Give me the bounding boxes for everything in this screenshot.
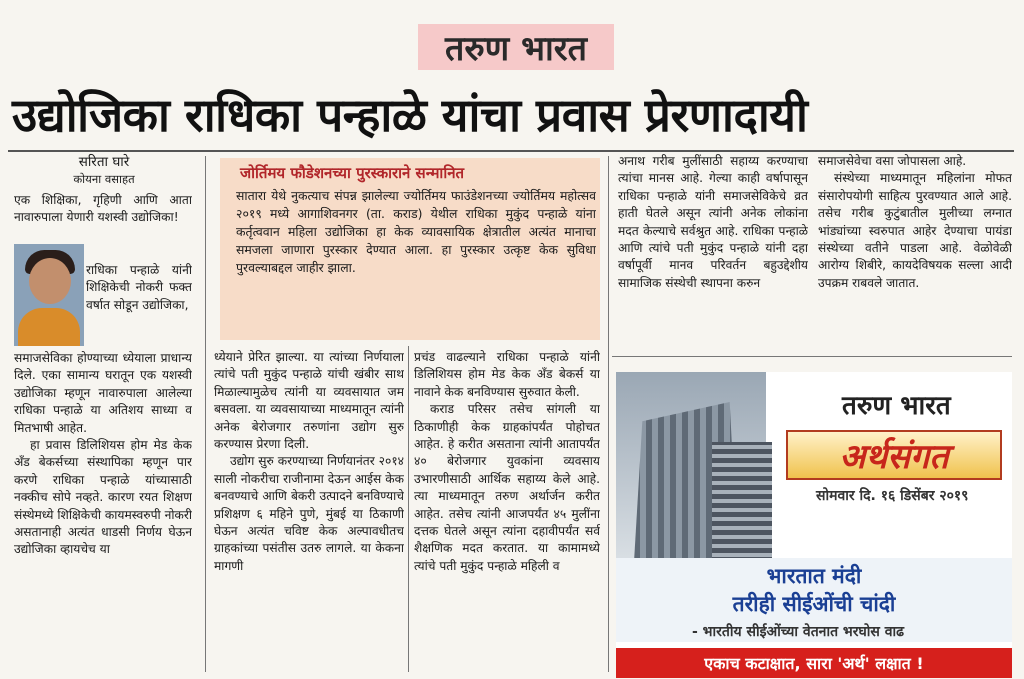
award-box-body: [236, 187, 596, 277]
ad-separator: [612, 356, 1012, 357]
col1-intro-text: एक शिक्षिका, गृहिणी आणि आता नावारुपाला येणारी यशस्वी उद्योजिका!: [14, 193, 192, 225]
col5-paragraph-1: समाजसेवेचा वसा जोपासला आहे.: [818, 154, 967, 168]
col5-paragraph-2: संस्थेच्या माध्यमातून महिलांना मोफत संसारोपयोगी साहित्य पुरवण्यात आले आहे. तसेच गरीब कुटुंबातील मुलीच्या लग्नात भांड्यांच्या स्वरुपात आहेर देण्याचा पायंडा संस्थेच्या वतीने पाडला आहे. वेळोवेळी आरोग्य शिबीरे, कायदेविषयक सल्ला आदी उपक्रम राबवले जातात.: [818, 171, 1012, 290]
column-divider: [408, 346, 409, 672]
advertisement: [616, 372, 1012, 678]
award-box-heading: जोर्तिमय फौडेशनच्या पुरस्काराने सन्मानित: [240, 164, 465, 182]
ad-brand: तरुण भारत: [842, 391, 951, 421]
col1-paragraph-2: हा प्रवास डिलिशियस होम मेड केक अँड बेकर्सच्या संस्थापिका म्हणून पार करणे राधिका पन्हाळे यांच्यासाठी नक्कीच सोपे नव्हते. कारण रयत शिक्षण संस्थेमध्ये शिक्षिकेची कायमस्वरुपी नोकरी असतानाही अत्यंत धाडसी निर्णय घेऊन उद्योजिका व्हायचेच या: [14, 438, 192, 557]
byline-place: कोयना वसाहत: [73, 172, 135, 186]
column-1-intro: [14, 192, 192, 227]
column-3: [414, 349, 600, 575]
col3-paragraph-2: कराड परिसर तसेच सांगली या ठिकाणीही केक ग्राहकांपर्यंत पोहोचत आहेत. हे करीत असताना त्यांनी आतापर्यंत ४० बेरोजगार युवकांना व्यवसाय उभारणीसाठी आर्थिक सहाय्य केले आहे. त्या माध्यमातून तरुण अर्थार्जन करीत आहेत. तसेच त्यांनी आजपर्यंत ४५ मुलींना दत्तक घेतले असून त्यांना दहावीपर्यंत सर्व शैक्षणिक मदत करतात. या कामामध्ये त्यांचे पती मुकुंद पन्हाळे महिली व: [414, 402, 600, 573]
col4-paragraph-1: अनाथ गरीब मुलींसाठी सहाय्य करण्याचा त्यांचा मानस आहे. गेल्या काही वर्षापासून राधिका पन्हाळे यांनी समाजसेविकेचे व्रत हाती घेतले असून त्यांनी अनेक लोकांना मदत केल्याचे सर्वश्रुत आहे. राधिका पन्हाळे आणि त्यांचे पती मुकुंद पन्हाळे यांनी दहा वर्षापूर्वी मानव परिवर्तन बहुउद्देशीय सामाजिक संस्थेची स्थापना करुन: [618, 154, 808, 290]
column-2: [214, 349, 404, 575]
ad-date: सोमवार दि. १६ डिसेंबर २०१९: [816, 488, 969, 504]
column-divider: [608, 156, 609, 672]
column-1-body: [14, 350, 192, 559]
headline: उद्योजिका राधिका पन्हाळे यांचा प्रवास प्रेरणादायी: [12, 88, 808, 142]
ad-logo: अर्थसंगत: [786, 430, 1002, 480]
column-1-side: [86, 262, 192, 314]
headline-rule: [8, 150, 1014, 152]
col3-paragraph-1: प्रचंड वाढल्याने राधिका पन्हाळे यांनी डिलिशियस होम मेड केक अँड बेकर्स या नावाने केक बनविण्यास सुरुवात केली.: [414, 350, 600, 399]
portrait-photo: [14, 244, 84, 346]
ad-building-side: [712, 442, 772, 562]
ad-subtitle: - भारतीय सीईओंच्या वेतनात भरघोस वाढ: [692, 624, 905, 640]
col2-paragraph-1: ध्येयाने प्रेरित झाल्या. या त्यांच्या निर्णयाला त्यांचे पती मुकुंद पन्हाळे यांची खंबीर साथ मिळाल्यामुळेच त्यांनी या व्यवसायात जम बसवला. या व्यवसायाच्या माध्यमातून त्यांनी अनेक बेरोजगार तरुणांना उद्योग सुरु करण्यास प्रेरणा दिली.: [214, 350, 404, 452]
col1-side-text: राधिका पन्हाळे यांनी शिक्षिकेची नोकरी फक्त वर्षात सोडून उद्योजिका,: [86, 263, 192, 312]
column-4: [618, 153, 808, 292]
photo-face: [29, 258, 71, 304]
masthead: तरुण भारत: [418, 24, 614, 70]
ad-footer: एकाच कटाक्षात, सारा 'अर्थ' लक्षात !: [616, 648, 1012, 678]
column-5: [818, 153, 1012, 292]
byline-name: सरिता घारे: [78, 154, 130, 170]
ad-title-1: भारतात मंदी: [766, 564, 862, 588]
col1-paragraph-1: समाजसेविका होण्याच्या ध्येयाला प्राधान्य दिले. एका सामान्य घरातून एक यशस्वी उद्योजिका म्हणून नावारुपाला आलेल्या राधिका पन्हाळे या अतिशय साध्या व मितभाषी आहेत.: [14, 351, 192, 435]
col2-paragraph-2: उद्योग सुरु करण्याच्या निर्णयानंतर २०१४ साली नोकरीचा राजीनामा देऊन आईस केक बनवण्याचे आणि बेकरी उत्पादने बनविण्याचे प्रशिक्षण ६ महिने पुणे, मुंबई या ठिकाणी घेऊन अत्यंत चविष्ट केक अल्पावधीतच ग्राहकांच्या पसंतीस उतरु लागले. या केकना मागणी: [214, 454, 404, 573]
ad-title-2: तरीही सीईओंची चांदी: [732, 592, 896, 616]
photo-saree: [18, 308, 80, 346]
column-divider: [205, 156, 206, 672]
award-box-text: सातारा येथे नुकत्याच संपन्न झालेल्या ज्योर्तिमय फाउंडेशनच्या ज्योर्तिमय महोत्सव २०१९ मध्ये आगाशिवनगर (ता. कराड) येथील राधिका मुकुंद पन्हाळे यांना कर्तृत्ववान महिला उद्योजिका हा केक व्यावसायिक क्षेत्रातील अत्यंत मानाचा समजला जाणारा पुरस्कार देण्यात आला. हा पुरस्कार उत्कृष्ट केक सुविधा पुरवल्याबद्दल जाहीर झाला.: [236, 188, 596, 275]
